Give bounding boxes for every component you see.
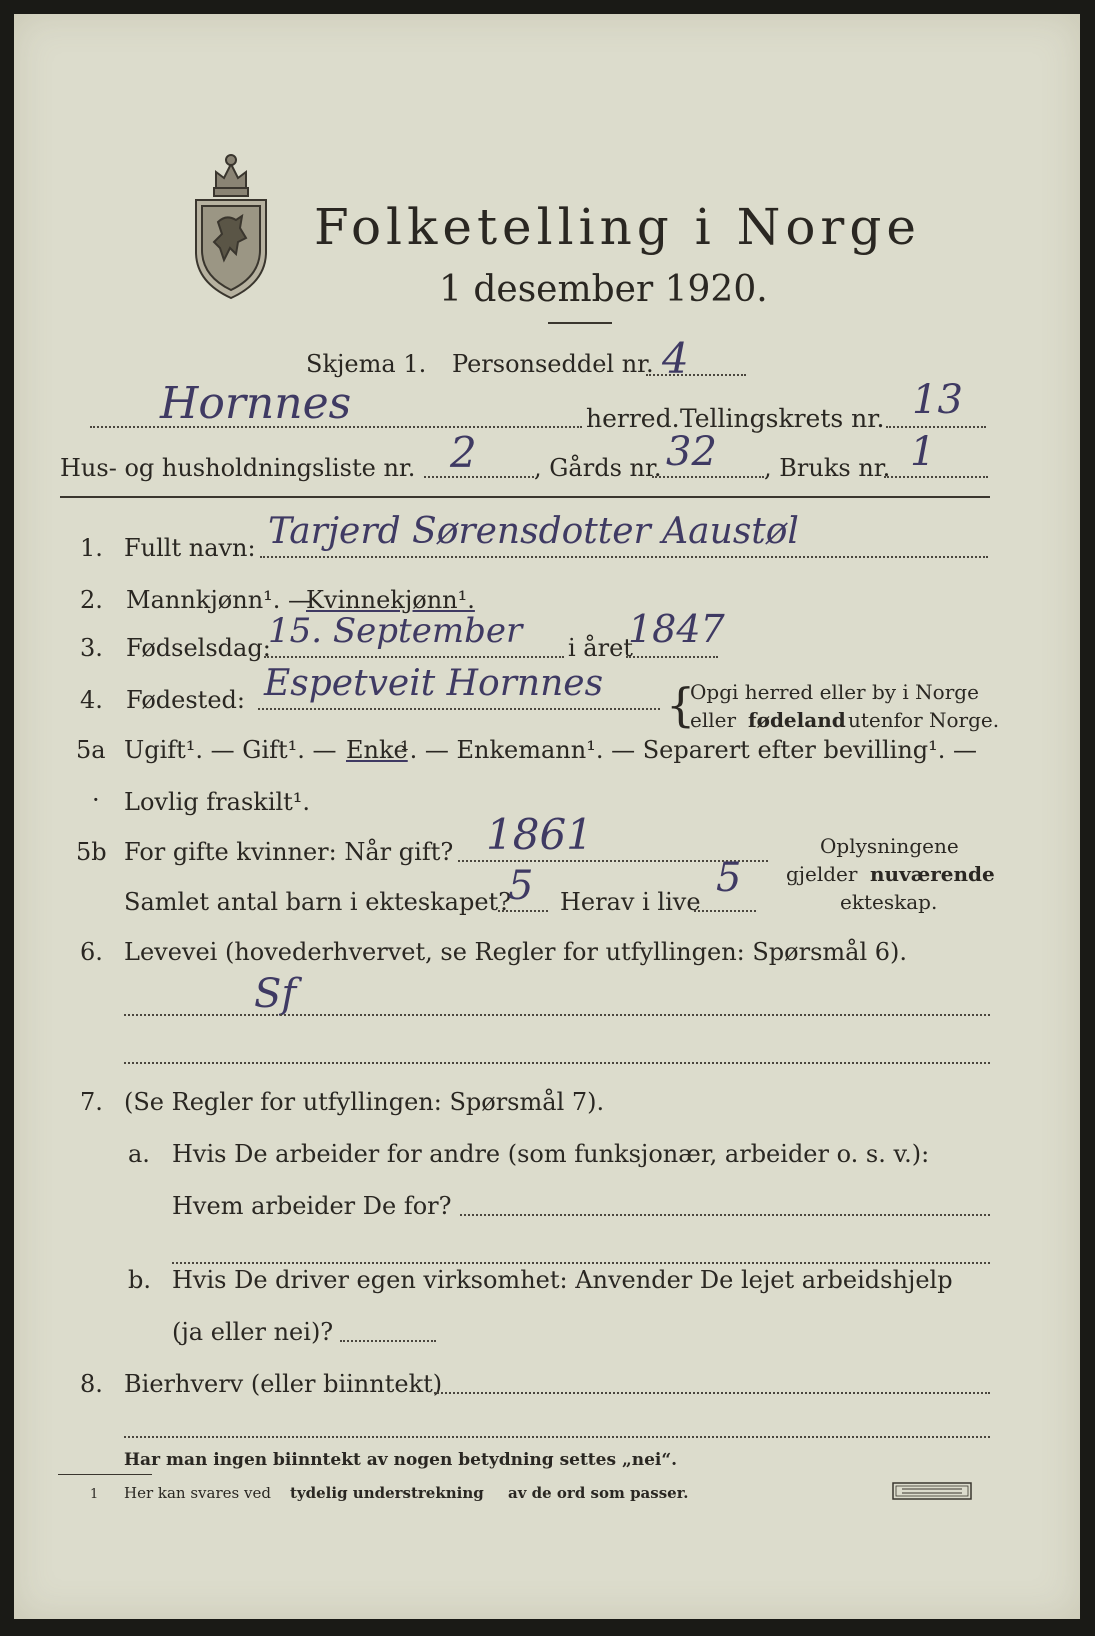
q5b-alive-label: Herav i live — [560, 888, 701, 916]
husliste-label: Hus- og husholdningsliste nr. — [60, 454, 416, 482]
tellingskrets-value: 13 — [912, 377, 963, 423]
q7-label: (Se Regler for utfyllingen: Spørsmål 7). — [124, 1088, 605, 1116]
footnote-divider — [58, 1474, 152, 1475]
q4-note-eller: eller — [690, 708, 737, 732]
q5b-note-ekteskap: ekteskap. — [840, 890, 938, 914]
q5a-enke: Enke — [346, 736, 408, 764]
q3-number: 3. — [80, 634, 103, 662]
husliste-value: 2 — [450, 428, 477, 477]
q4-note-rest: utenfor Norge. — [848, 708, 1000, 732]
q5b-number: 5b — [76, 838, 107, 866]
printer-stamp-icon — [892, 1482, 972, 1500]
q5b-children-line — [498, 910, 548, 912]
q5a-fraskilt: Lovlig fraskilt¹. — [124, 788, 311, 816]
q7-number: 7. — [80, 1088, 103, 1116]
bruks-label: , Bruks nr. — [764, 454, 891, 482]
census-date: 1 desember 1920. — [439, 269, 768, 310]
q7a-line-1 — [460, 1214, 990, 1216]
q7a-line-2 — [172, 1262, 990, 1264]
q5b-note-1: Oplysningene — [820, 834, 959, 858]
q6-line-2 — [124, 1062, 990, 1064]
q4-line — [258, 708, 660, 710]
footnote-text-a: Her kan svares ved — [124, 1484, 271, 1502]
q2-male: Mannkjønn¹. — — [126, 586, 313, 614]
q4-note-line1: Opgi herred eller by i Norge — [690, 680, 979, 704]
q5b-label: For gifte kvinner: Når gift? — [124, 838, 454, 866]
title-divider — [548, 322, 612, 324]
q7b-line2: (ja eller nei)? — [172, 1318, 334, 1346]
gards-line — [652, 476, 764, 478]
q3-label: Fødselsdag: — [126, 634, 271, 662]
q6-line-1 — [124, 1014, 990, 1016]
q7a-text: Hvis De arbeider for andre (som funksjonær, arbeider o. s. v.): — [172, 1140, 930, 1168]
q3-year-line — [626, 656, 718, 658]
footnote-text-c: av de ord som passer. — [508, 1484, 689, 1502]
q7b-letter: b. — [128, 1266, 151, 1294]
q1-value: Tarjerd Sørensdotter Aaustøl — [268, 511, 799, 552]
bruks-value: 1 — [910, 429, 936, 475]
q7b-text: Hvis De driver egen virksomhet: Anvender De lejet arbeidshjelp — [172, 1266, 953, 1294]
q2-number: 2. — [80, 586, 103, 614]
q7b-answer-line — [340, 1340, 436, 1342]
q3-year-value: 1847 — [628, 607, 725, 651]
q5b-note-nuvaerende: nuværende — [870, 862, 995, 886]
q5a-number: 5a — [76, 736, 106, 764]
footnote-text-b: tydelig understrekning — [290, 1484, 484, 1502]
q5b-children-label: Samlet antal barn i ekteskapet? — [124, 888, 512, 916]
husliste-line — [424, 476, 534, 478]
personseddel-label: Personseddel nr. — [452, 350, 654, 378]
norway-coat-of-arms-icon — [186, 142, 276, 302]
form-title: Folketelling i Norge — [314, 198, 921, 256]
q3-line — [264, 656, 564, 658]
bruks-line — [884, 476, 988, 478]
q8-number: 8. — [80, 1370, 103, 1398]
q1-number: 1. — [80, 534, 103, 562]
q6-value: Sf — [254, 971, 297, 1017]
q1-line — [260, 556, 988, 558]
q5b-children-value: 5 — [508, 863, 534, 909]
herred-label: herred. — [586, 404, 680, 433]
biinntekt-note: Har man ingen biinntekt av nogen betydning settes „nei“. — [124, 1450, 678, 1470]
q6-number: 6. — [80, 938, 103, 966]
herred-value: Hornnes — [160, 378, 352, 429]
q6-label: Levevei (hovederhvervet, se Regler for utfyllingen: Spørsmål 6). — [124, 938, 908, 966]
q2-female: Kvinnekjønn¹. — [306, 586, 475, 614]
q4-number: 4. — [80, 686, 103, 714]
tellingskrets-line — [886, 426, 986, 428]
q5b-alive-line — [694, 910, 756, 912]
q8-label: Bierhverv (eller biinntekt) — [124, 1370, 443, 1398]
personseddel-value: 4 — [662, 334, 689, 383]
q7a-line2: Hvem arbeider De for? — [172, 1192, 452, 1220]
q5a-options-a: Ugift¹. — Gift¹. — — [124, 736, 337, 764]
header-divider — [60, 496, 990, 498]
skjema-label: Skjema 1. — [306, 350, 427, 378]
personseddel-line — [646, 374, 746, 376]
gards-label: , Gårds nr. — [534, 454, 662, 482]
gards-value: 32 — [666, 429, 717, 475]
q5a-options-b: ¹. — Enkemann¹. — Separert efter bevilling¹. — — [400, 736, 978, 764]
census-form — [14, 14, 1080, 1619]
q5b-value: 1861 — [486, 810, 593, 859]
q7a-letter: a. — [128, 1140, 150, 1168]
q4-note-fodeland: fødeland — [748, 708, 846, 732]
q5a-bullet: · — [92, 786, 100, 814]
q8-line-2 — [124, 1436, 990, 1438]
q4-brace: { — [666, 678, 696, 732]
q3-year-label: i året — [568, 634, 633, 662]
q3-value: 15. September — [268, 611, 523, 651]
q1-label: Fullt navn: — [124, 534, 256, 562]
q5b-alive-value: 5 — [716, 855, 742, 901]
q8-line-1 — [434, 1392, 990, 1394]
q4-value: Espetveit Hornnes — [264, 663, 604, 704]
tellingskrets-label: Tellingskrets nr. — [680, 404, 885, 433]
footnote-number: 1 — [90, 1487, 99, 1502]
q4-label: Fødested: — [126, 686, 245, 714]
q5b-note-gjelder: gjelder — [786, 862, 858, 886]
